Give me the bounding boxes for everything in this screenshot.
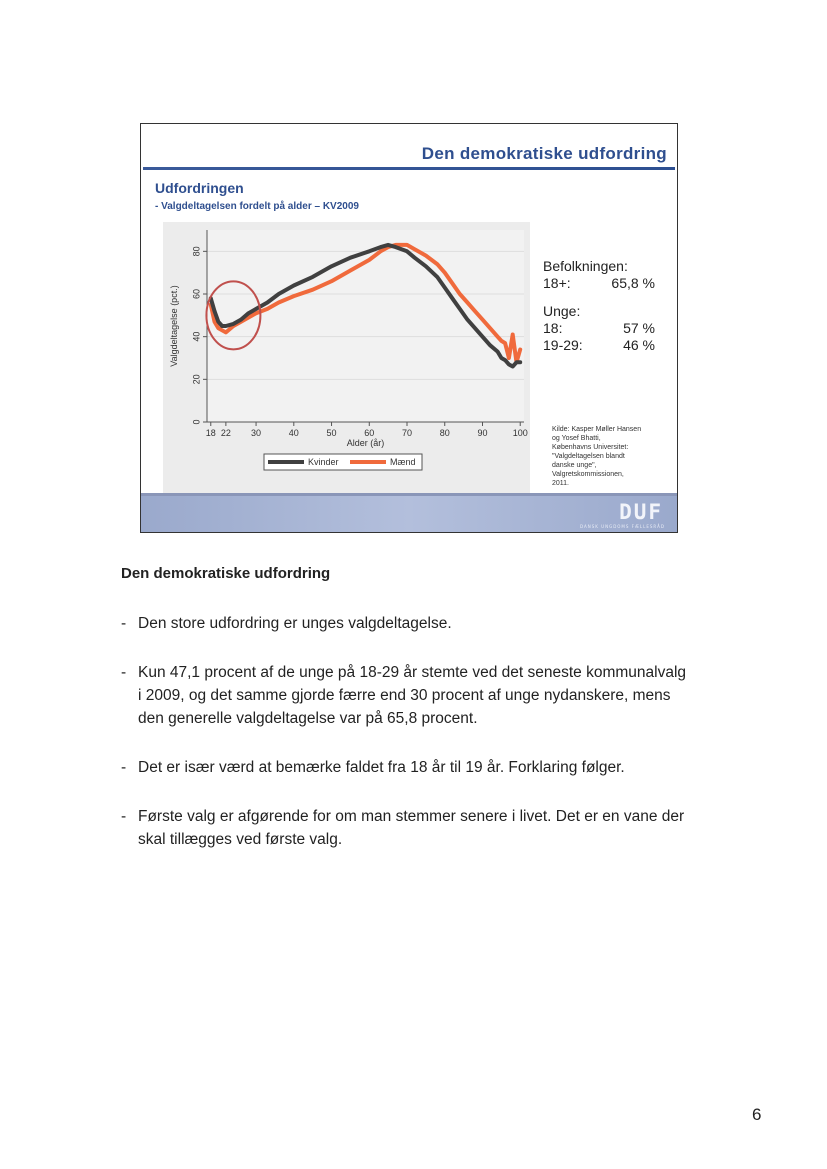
slide-title: Den demokratiske udfordring <box>421 144 667 163</box>
stat-row <box>543 320 673 337</box>
x-axis-label: Alder (år) <box>346 438 385 448</box>
y-tick-label: 40 <box>191 331 202 342</box>
bullet-list <box>121 612 691 877</box>
x-tick-label: 90 <box>477 428 488 438</box>
x-tick-label: 22 <box>220 428 231 438</box>
list-item <box>121 612 691 635</box>
slide-subheading: - Valgdeltagelsen fordelt på alder – KV2009 <box>155 201 359 212</box>
plot-area <box>207 230 524 422</box>
source-citation: Kilde: Kasper Møller Hansen og Yosef Bhatti, Københavns Universitet: "Valgdeltagelsen blandt danske unge", Valgretskommissionen, 2011. <box>552 426 642 487</box>
bullet-marker: - <box>121 808 127 825</box>
y-tick-label: 60 <box>191 288 202 300</box>
legend-label: Kvinder <box>308 457 339 467</box>
x-tick-label: 50 <box>326 428 337 438</box>
list-item <box>121 805 691 851</box>
list-item <box>121 661 691 730</box>
x-tick-label: 100 <box>512 428 528 438</box>
stat-key: 18: <box>543 320 563 336</box>
bullet-marker: - <box>121 615 127 632</box>
slide-footer <box>141 493 677 532</box>
bullet-text: Det er især værd at bemærke faldet fra 18 år til 19 år. Forklaring følger. <box>138 759 625 776</box>
y-axis-label: Valgdeltagelse (pct.) <box>169 285 179 367</box>
stat-value: 65,8 % <box>611 275 655 291</box>
turnout-chart <box>163 222 530 494</box>
x-tick-label: 80 <box>439 428 450 438</box>
bullet-marker: - <box>121 759 127 776</box>
y-tick-label: 20 <box>191 374 202 385</box>
stats-group-label: Unge: <box>543 303 581 319</box>
list-item <box>121 756 691 779</box>
slide-heading: Udfordringen <box>155 180 244 196</box>
y-tick-label: 80 <box>191 246 202 257</box>
chart-svg <box>163 222 530 494</box>
stat-key: 19-29: <box>543 337 583 353</box>
legend-label: Mænd <box>390 457 416 467</box>
document-heading: Den demokratiske udfordring <box>121 565 331 582</box>
x-tick-label: 30 <box>251 428 262 438</box>
bullet-text: Den store udfordring er unges valgdeltagelse. <box>138 615 452 632</box>
stats-panel <box>543 258 673 354</box>
bullet-marker: - <box>121 664 127 681</box>
title-divider <box>143 167 675 170</box>
stat-row <box>543 337 673 354</box>
duf-logo: DUF <box>619 500 663 524</box>
stats-group-label: Befolkningen: <box>543 258 628 274</box>
duf-logo-tagline: DANSK UNGDOMS FÆLLESRÅD <box>580 524 665 529</box>
y-tick-label: 0 <box>191 419 202 425</box>
stat-row <box>543 275 673 292</box>
x-tick-label: 18 <box>205 428 216 438</box>
stat-value: 57 % <box>623 320 655 336</box>
stat-key: 18+: <box>543 275 571 291</box>
bullet-text: Første valg er afgørende for om man stemmer senere i livet. Det er en vane der skal tillægges ved første valg. <box>138 808 685 848</box>
page-number: 6 <box>752 1105 762 1124</box>
bullet-text: Kun 47,1 procent af de unge på 18-29 år stemte ved det seneste kommunalvalg i 2009, og det samme gjorde færre end 30 procent af unge nydanskere, mens den generelle valgdeltagelse var på 65,8 procent. <box>138 664 687 727</box>
x-tick-label: 60 <box>364 428 375 438</box>
slide-image <box>140 123 678 533</box>
x-tick-label: 70 <box>402 428 413 438</box>
stat-value: 46 % <box>623 337 655 353</box>
x-tick-label: 40 <box>288 428 299 438</box>
